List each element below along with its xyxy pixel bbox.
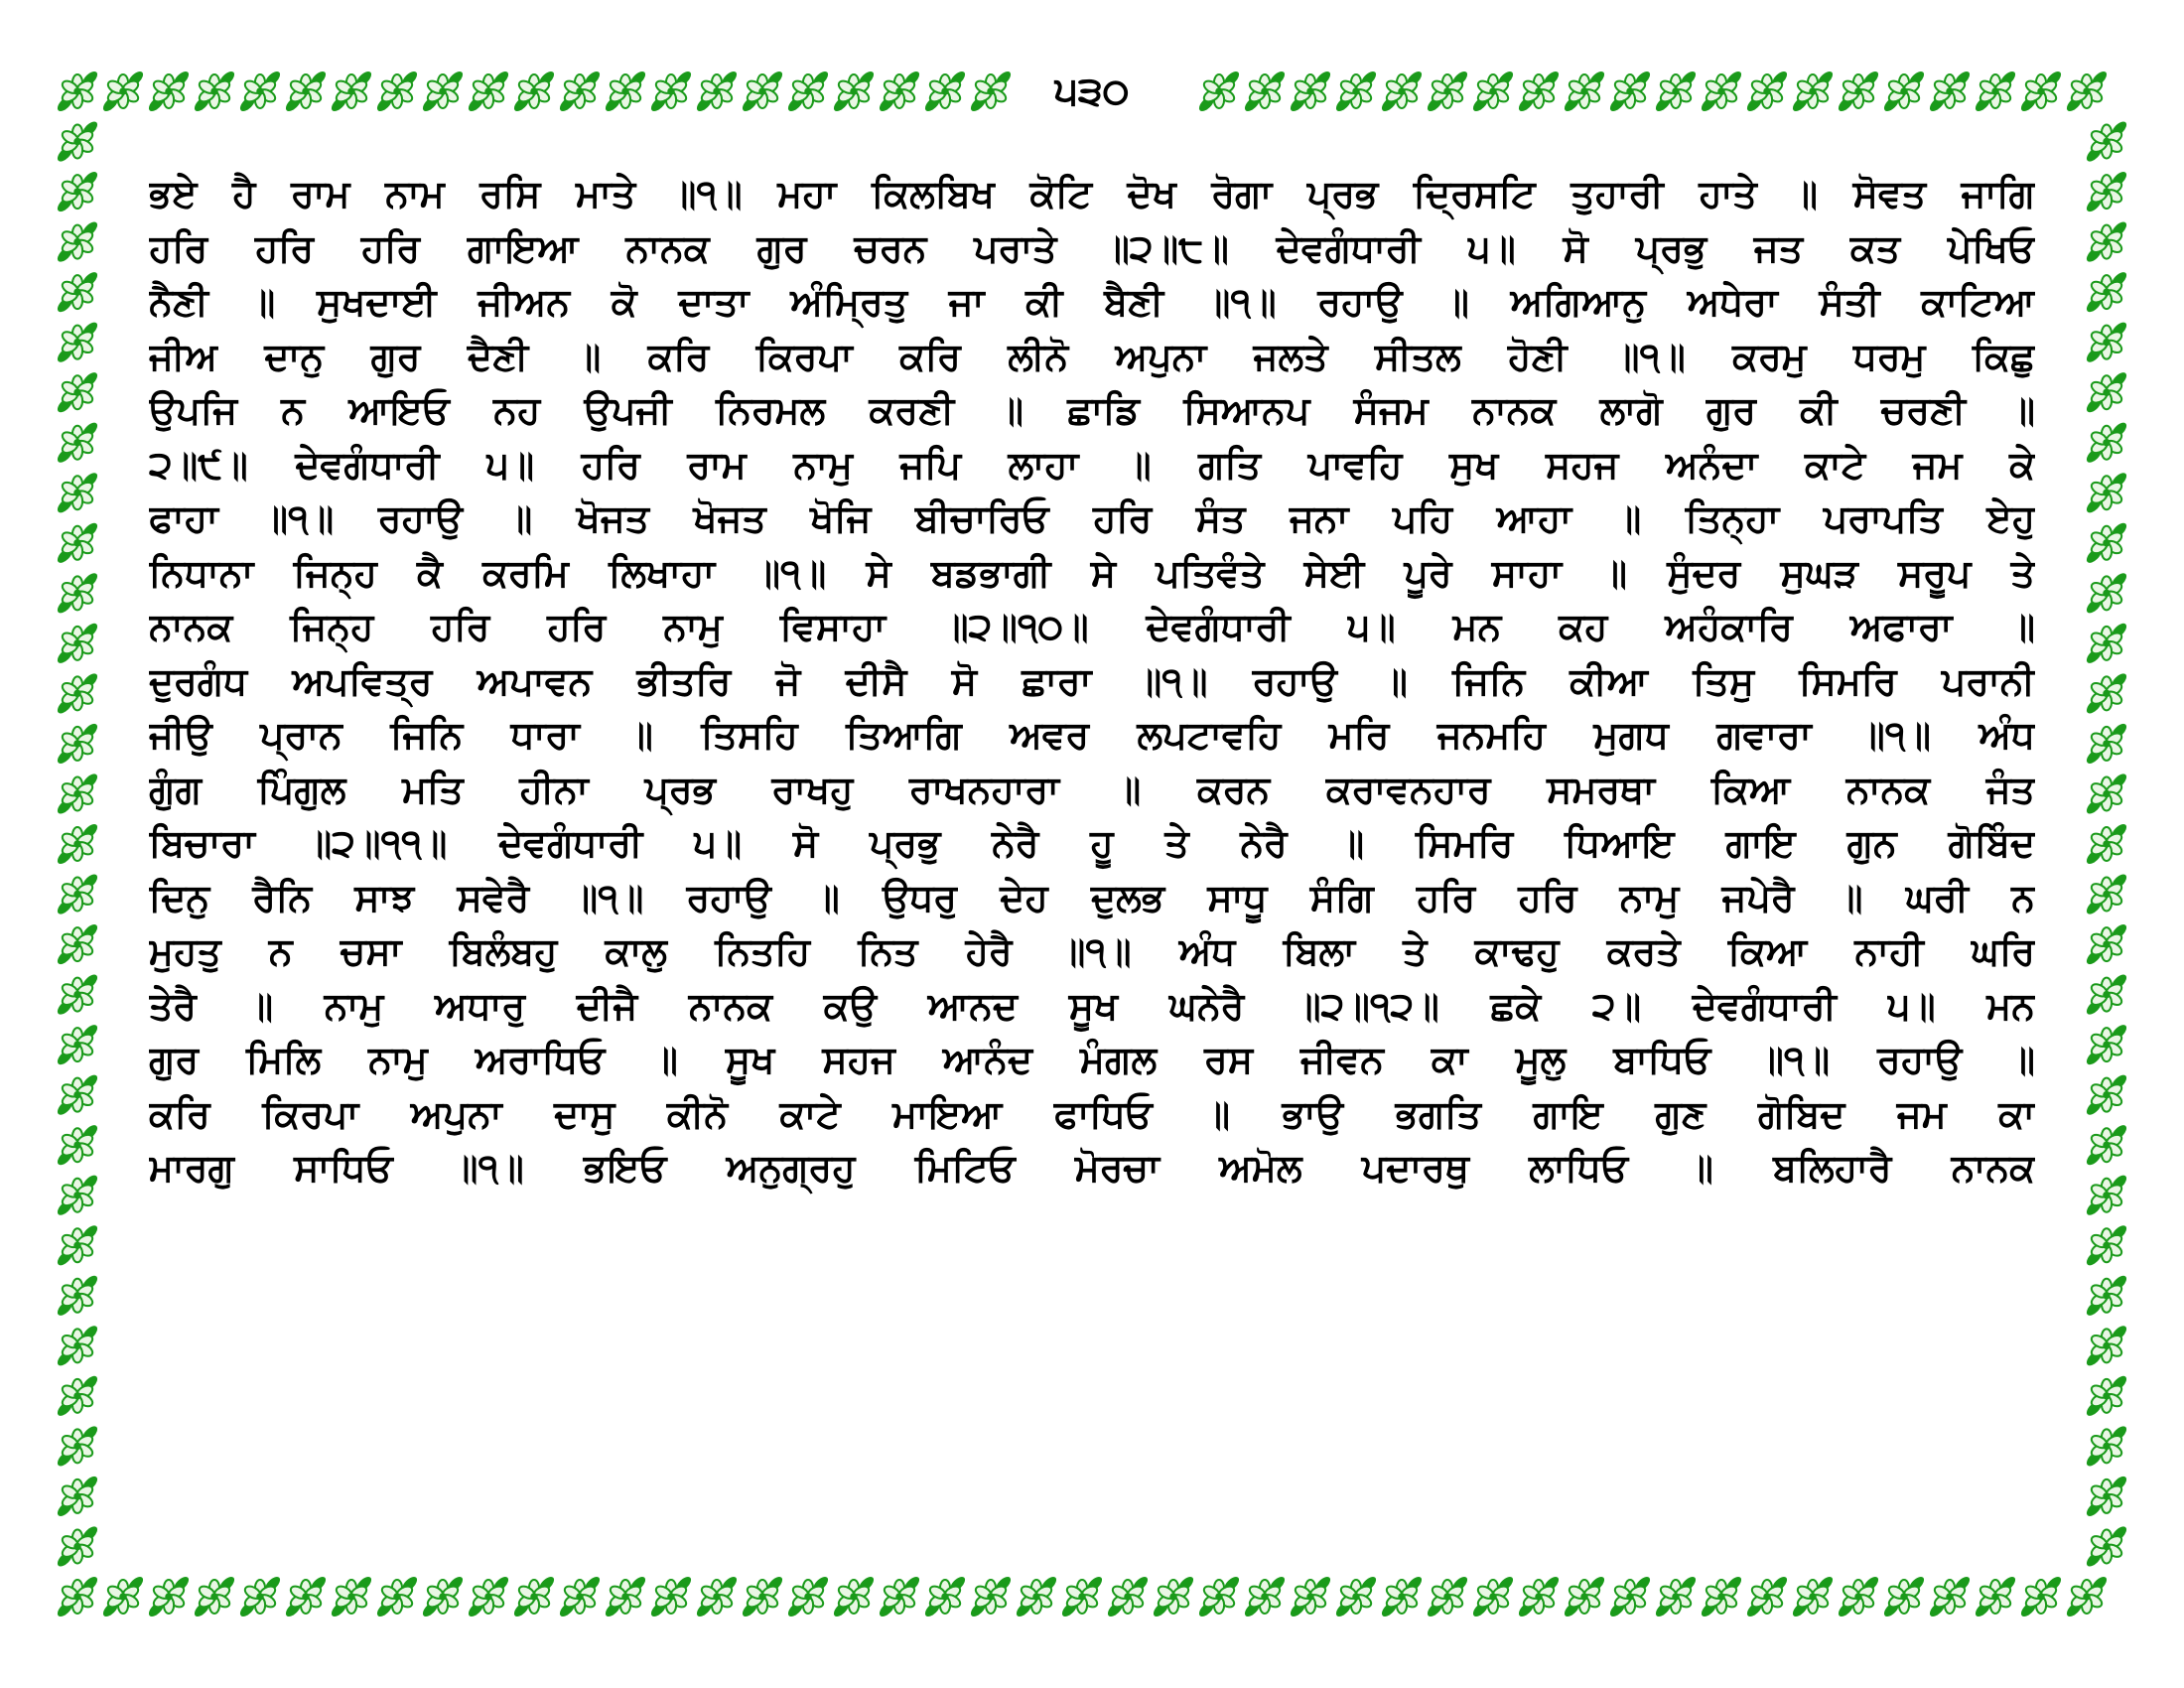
flower-ornament: [877, 69, 921, 113]
flower-ornament: [2084, 772, 2128, 816]
flower-ornament: [100, 69, 145, 113]
flower-ornament: [1196, 69, 1241, 113]
flower-ornament: [146, 69, 191, 113]
flower-ornament: [1562, 69, 1606, 113]
flower-ornament: [1744, 1574, 1789, 1618]
flower-ornament: [511, 69, 556, 113]
flower-ornament: [1425, 69, 1469, 113]
flower-ornament: [55, 821, 99, 866]
flower-ornament: [694, 1574, 739, 1618]
text-line: ਉਪਜਿ ਨ ਆਇਓ ਨਹ ਉਪਜੀ ਨਿਰਮਲ ਕਰਣੀ ॥ ਛਾਡਿ ਸਿਆਨਪ ਸੰਜਮ ਨਾਨਕ ਲਾਗੋ ਗੁਰ ਕੀ ਚਰਣੀ ॥: [149, 388, 2035, 432]
flower-ornament: [55, 270, 99, 315]
flower-ornament: [1059, 1574, 1104, 1618]
flower-ornament: [603, 1574, 647, 1618]
text-line: ਦਿਨੁ ਰੈਨਿ ਸਾਝ ਸਵੇਰੈ ॥੧॥ ਰਹਾਉ ॥ ਉਧਰੁ ਦੇਹ ਦੁਲਭ ਸਾਧੂ ਸੰਗਿ ਹਰਿ ਹਰਿ ਨਾਮੁ ਜਪੇਰੈ ॥ ਘਰੀ ਨ: [149, 875, 2035, 919]
flower-ornament: [1790, 69, 1835, 113]
flower-ornament: [968, 69, 1013, 113]
flower-ornament: [55, 721, 99, 766]
flower-ornament: [55, 69, 99, 113]
flower-ornament: [420, 1574, 465, 1618]
flower-ornament: [329, 69, 373, 113]
flower-ornament: [1014, 1574, 1058, 1618]
flower-ornament: [2064, 1574, 2109, 1618]
text-line: ਜੀਉ ਪ੍ਰਾਨ ਜਿਨਿ ਧਾਰਾ ॥ ਤਿਸਹਿ ਤਿਆਗਿ ਅਵਰ ਲਪਟਾਵਹਿ ਮਰਿ ਜਨਮਹਿ ਮੁਗਧ ਗਵਾਰਾ ॥੧॥ ਅੰਧ: [149, 713, 2035, 757]
flower-ornament: [648, 1574, 693, 1618]
flower-ornament: [1836, 1574, 1880, 1618]
flower-ornament: [2084, 169, 2128, 213]
flower-ornament: [2018, 69, 2063, 113]
page-number: ੫੩੦: [1032, 62, 1152, 121]
flower-ornament: [2084, 721, 2128, 766]
flower-ornament: [55, 169, 99, 213]
flower-ornament: [2084, 1474, 2128, 1518]
flower-ornament: [1881, 69, 1926, 113]
text-line: ਮਾਰਗੁ ਸਾਧਿਓ ॥੧॥ ਭਇਓ ਅਨੁਗ੍ਰਹੁ ਮਿਟਿਓ ਮੋਰਚਾ ਅਮੋਲ ਪਦਾਰਥੁ ਲਾਧਿਓ ॥ ਬਲਿਹਾਰੈ ਨਾਨਕ: [149, 1146, 2035, 1190]
flower-ornament: [511, 1574, 556, 1618]
text-line: ਗੁਰ ਮਿਲਿ ਨਾਮੁ ਅਰਾਧਿਓ ॥ ਸੂਖ ਸਹਜ ਆਨੰਦ ਮੰਗਲ ਰਸ ਜੀਵਨ ਕਾ ਮੂਲੁ ਬਾਧਿਓ ॥੧॥ ਰਹਾਉ ॥: [149, 1038, 2035, 1081]
flower-ornament: [2084, 420, 2128, 465]
flower-ornament: [1973, 69, 2017, 113]
flower-ornament: [1333, 1574, 1378, 1618]
flower-ornament: [55, 320, 99, 364]
flower-ornament: [2084, 671, 2128, 716]
flower-ornament: [55, 471, 99, 515]
flower-ornament: [374, 69, 419, 113]
flower-ornament: [877, 1574, 921, 1618]
flower-ornament: [55, 872, 99, 916]
flower-ornament: [2084, 921, 2128, 966]
flower-ornament: [557, 1574, 602, 1618]
flower-ornament: [55, 520, 99, 565]
flower-ornament: [100, 1574, 145, 1618]
flower-ornament: [740, 1574, 784, 1618]
flower-ornament: [1333, 69, 1378, 113]
flower-ornament: [283, 1574, 328, 1618]
text-line: ਬਿਚਾਰਾ ॥੨॥੧੧॥ ਦੇਵਗੰਧਾਰੀ ੫॥ ਸੋ ਪ੍ਰਭੁ ਨੇਰੈ ਹੂ ਤੇ ਨੇਰੈ ॥ ਸਿਮਰਿ ਧਿਆਇ ਗਾਇ ਗੁਨ ਗੋਬਿੰਦ: [149, 821, 2035, 865]
flower-ornament: [55, 1524, 99, 1569]
flower-ornament: [55, 671, 99, 716]
flower-ornament: [2084, 1373, 2128, 1418]
text-line: ਗੁੰਗ ਪਿੰਗੁਲ ਮਤਿ ਹੀਨਾ ਪ੍ਰਭ ਰਾਖਹੁ ਰਾਖਨਹਾਰਾ ॥ ਕਰਨ ਕਰਾਵਨਹਾਰ ਸਮਰਥਾ ਕਿਆ ਨਾਨਕ ਜੰਤ: [149, 767, 2035, 811]
flower-ornament: [1242, 69, 1287, 113]
text-line: ਤੇਰੈ ॥ ਨਾਮੁ ਅਧਾਰੁ ਦੀਜੈ ਨਾਨਕ ਕਉ ਆਨਦ ਸੂਖ ਘਨੇਰੈ ॥੨॥੧੨॥ ਛਕੇ ੨॥ ਦੇਵਗੰਧਾਰੀ ੫॥ ਮਨ: [149, 983, 2035, 1028]
flower-ornament: [1699, 69, 1743, 113]
flower-ornament: [1105, 1574, 1150, 1618]
flower-ornament: [55, 1223, 99, 1268]
flower-ornament: [740, 69, 784, 113]
flower-ornament: [2084, 821, 2128, 866]
flower-ornament: [55, 921, 99, 966]
flower-ornament: [2084, 1273, 2128, 1318]
flower-ornament: [1151, 1574, 1195, 1618]
flower-ornament: [1516, 69, 1561, 113]
flower-ornament: [831, 1574, 876, 1618]
flower-ornament: [2084, 370, 2128, 415]
flower-ornament: [2084, 621, 2128, 665]
text-line: ਨੈਣੀ ॥ ਸੁਖਦਾਈ ਜੀਅਨ ਕੋ ਦਾਤਾ ਅੰਮ੍ਰਿਤੁ ਜਾ ਕੀ ਬੈਣੀ ॥੧॥ ਰਹਾਉ ॥ ਅਗਿਆਨੁ ਅਧੇਰਾ ਸੰਤੀ ਕਾਟਿਆ: [149, 280, 2035, 324]
flower-ornament: [1288, 69, 1332, 113]
flower-ornament: [2084, 1223, 2128, 1268]
flower-ornament: [557, 69, 602, 113]
flower-ornament: [1653, 69, 1698, 113]
flower-ornament: [55, 1123, 99, 1168]
flower-ornament: [237, 1574, 282, 1618]
flower-ornament: [1516, 1574, 1561, 1618]
flower-ornament: [55, 1273, 99, 1318]
text-line: ੨॥੯॥ ਦੇਵਗੰਧਾਰੀ ੫॥ ਹਰਿ ਰਾਮ ਨਾਮੁ ਜਪਿ ਲਾਹਾ ॥ ਗਤਿ ਪਾਵਹਿ ਸੁਖ ਸਹਜ ਅਨੰਦਾ ਕਾਟੇ ਜਮ ਕੇ: [149, 442, 2035, 487]
flower-ornament: [1653, 1574, 1698, 1618]
flower-ornament: [55, 420, 99, 465]
flower-ornament: [146, 1574, 191, 1618]
flower-ornament: [2084, 1023, 2128, 1067]
flower-ornament: [237, 69, 282, 113]
text-line: ਮੁਹਤੁ ਨ ਚਸਾ ਬਿਲੰਬਹੁ ਕਾਲੁ ਨਿਤਹਿ ਨਿਤ ਹੇਰੈ ॥੧॥ ਅੰਧ ਬਿਲਾ ਤੇ ਕਾਢਹੁ ਕਰਤੇ ਕਿਆ ਨਾਹੀ ਘਰਿ: [149, 929, 2035, 973]
flower-ornament: [922, 69, 967, 113]
flower-ornament: [1379, 69, 1424, 113]
flower-ornament: [55, 370, 99, 415]
flower-ornament: [603, 69, 647, 113]
flower-ornament: [192, 69, 236, 113]
flower-ornament: [2084, 471, 2128, 515]
text-line: ਜੀਅ ਦਾਨੁ ਗੁਰ ਦੈਣੀ ॥ ਕਰਿ ਕਿਰਪਾ ਕਰਿ ਲੀਨੋ ਅਪੁਨਾ ਜਲਤੇ ਸੀਤਲ ਹੋਣੀ ॥੧॥ ਕਰਮੁ ਧਰਮੁ ਕਿਛੁ: [149, 334, 2035, 378]
flower-ornament: [1607, 1574, 1652, 1618]
flower-ornament: [1699, 1574, 1743, 1618]
flower-ornament: [831, 69, 876, 113]
flower-ornament: [55, 1424, 99, 1469]
flower-ornament: [2084, 972, 2128, 1017]
flower-ornament: [466, 69, 510, 113]
flower-ornament: [1836, 69, 1880, 113]
flower-ornament: [329, 1574, 373, 1618]
flower-ornament: [2084, 1524, 2128, 1569]
text-line: ਹਰਿ ਹਰਿ ਹਰਿ ਗਾਇਆ ਨਾਨਕ ਗੁਰ ਚਰਨ ਪਰਾਤੇ ॥੨॥੮॥ ਦੇਵਗੰਧਾਰੀ ੫॥ ਸੋ ਪ੍ਰਭੁ ਜਤ ਕਤ ਪੇਖਿਓ: [149, 225, 2035, 270]
flower-ornament: [55, 1574, 99, 1618]
flower-ornament: [2084, 1123, 2128, 1168]
flower-ornament: [1927, 69, 1972, 113]
flower-ornament: [1562, 1574, 1606, 1618]
flower-ornament: [55, 219, 99, 264]
flower-ornament: [1379, 1574, 1424, 1618]
flower-ornament: [2064, 69, 2109, 113]
flower-ornament: [2084, 219, 2128, 264]
flower-ornament: [1744, 69, 1789, 113]
flower-ornament: [55, 119, 99, 164]
flower-ornament: [1881, 1574, 1926, 1618]
flower-ornament: [55, 1173, 99, 1217]
flower-ornament: [1470, 1574, 1515, 1618]
flower-ornament: [55, 1324, 99, 1368]
flower-ornament: [55, 972, 99, 1017]
text-line: ਨਿਧਾਨਾ ਜਿਨ੍ਹ ਕੈ ਕਰਮਿ ਲਿਖਾਹਾ ॥੧॥ ਸੇ ਬਡਭਾਗੀ ਸੇ ਪਤਿਵੰਤੇ ਸੇਈ ਪੂਰੇ ਸਾਹਾ ॥ ਸੁੰਦਰ ਸੁਘੜ ਸਰੂਪ ਤੇ: [149, 550, 2035, 595]
text-line: ਭਏ ਹੈ ਰਾਮ ਨਾਮ ਰਸਿ ਮਾਤੇ ॥੧॥ ਮਹਾ ਕਿਲਬਿਖ ਕੋਟਿ ਦੋਖ ਰੋਗਾ ਪ੍ਰਭ ਦ੍ਰਿਸਟਿ ਤੁਹਾਰੀ ਹਾਤੇ ॥ ਸੋਵਤ ਜਾਗਿ: [149, 172, 2035, 215]
flower-ornament: [785, 69, 830, 113]
flower-ornament: [374, 1574, 419, 1618]
flower-ornament: [1607, 69, 1652, 113]
flower-ornament: [55, 772, 99, 816]
flower-ornament: [283, 69, 328, 113]
flower-ornament: [694, 69, 739, 113]
flower-ornament: [968, 1574, 1013, 1618]
flower-ornament: [1196, 1574, 1241, 1618]
flower-ornament: [2084, 872, 2128, 916]
flower-ornament: [922, 1574, 967, 1618]
flower-ornament: [1927, 1574, 1972, 1618]
flower-ornament: [2084, 119, 2128, 164]
flower-ornament: [2084, 571, 2128, 616]
scripture-text: [149, 167, 2035, 1196]
flower-ornament: [55, 1474, 99, 1518]
flower-ornament: [55, 1023, 99, 1067]
flower-ornament: [55, 571, 99, 616]
flower-ornament: [2084, 1072, 2128, 1117]
flower-ornament: [2084, 320, 2128, 364]
flower-ornament: [1288, 1574, 1332, 1618]
flower-ornament: [2084, 270, 2128, 315]
flower-ornament: [55, 1072, 99, 1117]
flower-ornament: [2018, 1574, 2063, 1618]
flower-ornament: [420, 69, 465, 113]
flower-ornament: [2084, 1424, 2128, 1469]
flower-ornament: [2084, 1324, 2128, 1368]
text-line: ਦੁਰਗੰਧ ਅਪਵਿਤ੍ਰ ਅਪਾਵਨ ਭੀਤਰਿ ਜੋ ਦੀਸੈ ਸੋ ਛਾਰਾ ॥੧॥ ਰਹਾਉ ॥ ਜਿਨਿ ਕੀਆ ਤਿਸੁ ਸਿਮਰਿ ਪਰਾਨੀ: [149, 658, 2035, 703]
text-line: ਕਰਿ ਕਿਰਪਾ ਅਪੁਨਾ ਦਾਸੁ ਕੀਨੋ ਕਾਟੇ ਮਾਇਆ ਫਾਧਿਓ ॥ ਭਾਉ ਭਗਤਿ ਗਾਇ ਗੁਣ ਗੋਬਿਦ ਜਮ ਕਾ: [149, 1091, 2035, 1136]
flower-ornament: [785, 1574, 830, 1618]
flower-ornament: [1470, 69, 1515, 113]
text-line: ਨਾਨਕ ਜਿਨ੍ਹ ਹਰਿ ਹਰਿ ਨਾਮੁ ਵਿਸਾਹਾ ॥੨॥੧੦॥ ਦੇਵਗੰਧਾਰੀ ੫॥ ਮਨ ਕਹ ਅਹੰਕਾਰਿ ਅਫਾਰਾ ॥: [149, 605, 2035, 648]
flower-ornament: [2084, 520, 2128, 565]
flower-ornament: [1425, 1574, 1469, 1618]
flower-ornament: [55, 1373, 99, 1418]
flower-ornament: [2084, 1173, 2128, 1217]
text-line: ਫਾਹਾ ॥੧॥ ਰਹਾਉ ॥ ਖੋਜਤ ਖੋਜਤ ਖੋਜਿ ਬੀਚਾਰਿਓ ਹਰਿ ਸੰਤ ਜਨਾ ਪਹਿ ਆਹਾ ॥ ਤਿਨ੍ਹਾ ਪਰਾਪਤਿ ਏਹੁ: [149, 496, 2035, 540]
flower-ornament: [1242, 1574, 1287, 1618]
flower-ornament: [466, 1574, 510, 1618]
flower-ornament: [648, 69, 693, 113]
flower-ornament: [55, 621, 99, 665]
flower-ornament: [192, 1574, 236, 1618]
flower-ornament: [1973, 1574, 2017, 1618]
flower-ornament: [1790, 1574, 1835, 1618]
